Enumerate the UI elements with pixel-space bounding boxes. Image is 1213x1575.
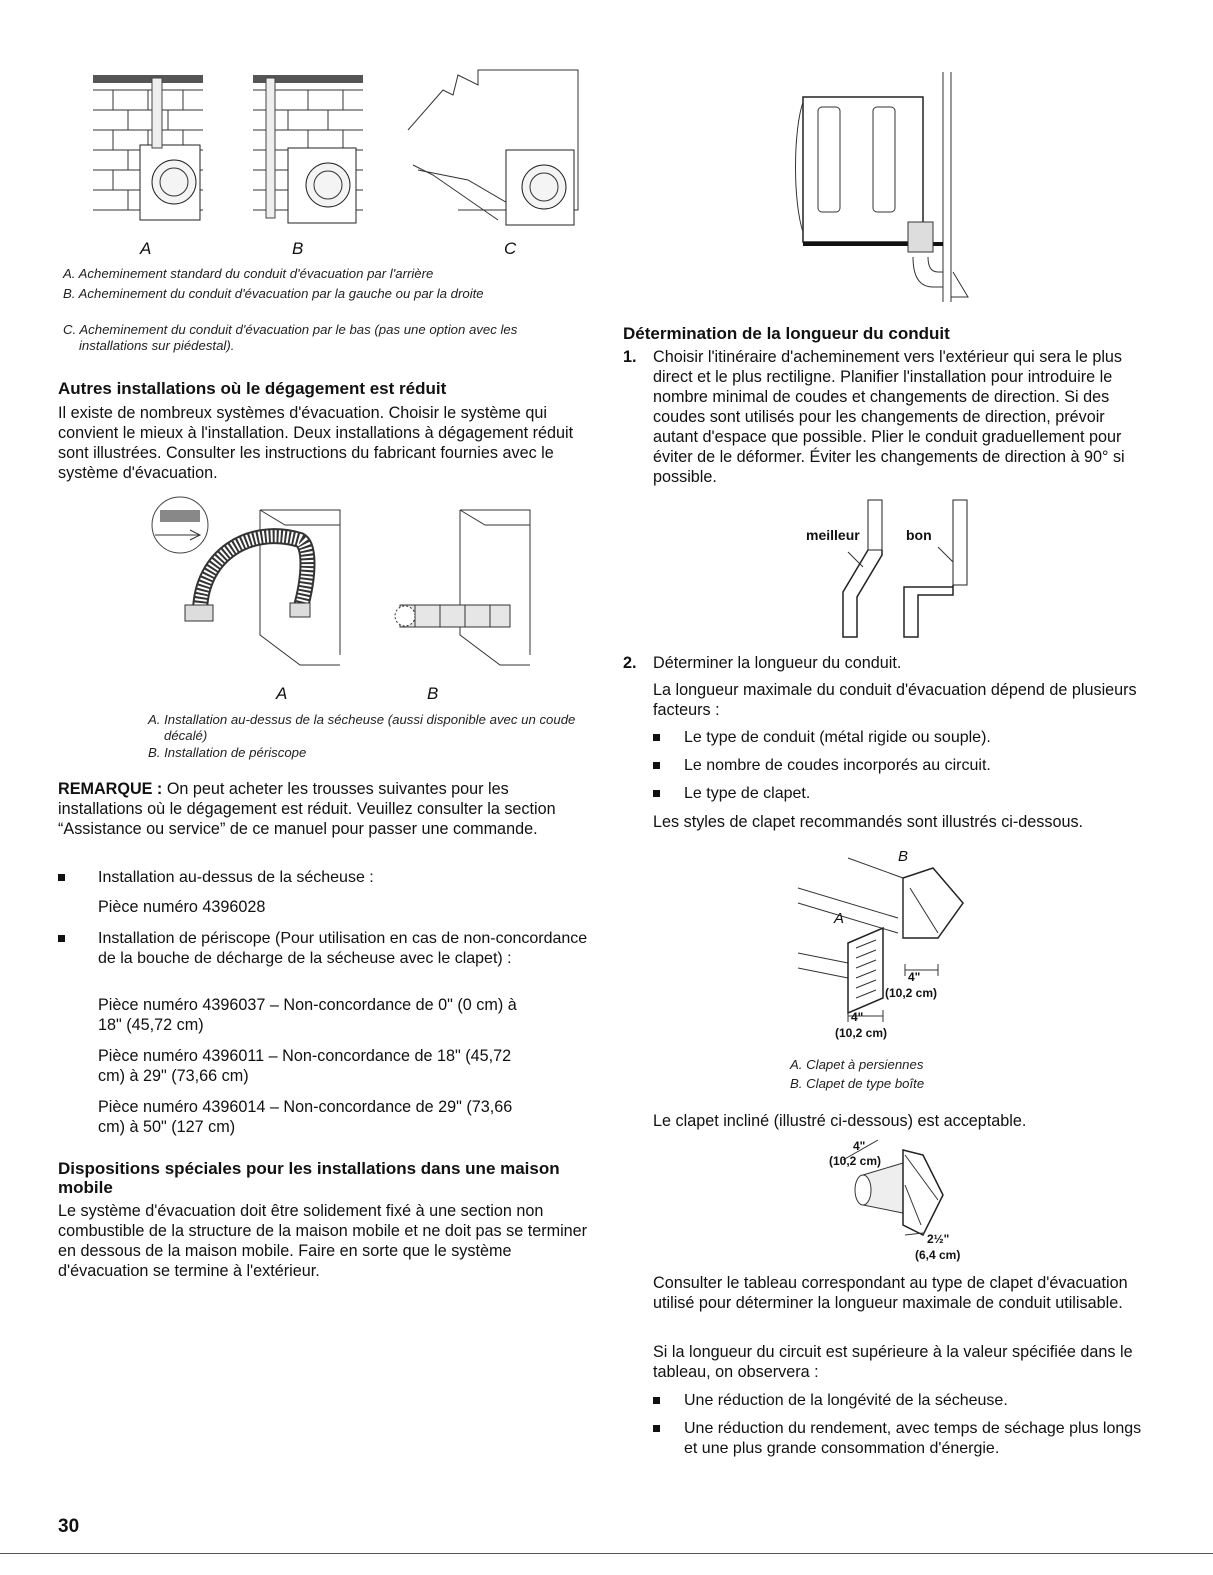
- angled-dim: (6,4 cm): [915, 1248, 961, 1262]
- page-number: 30: [58, 1516, 80, 1537]
- kit-title: Installation de périscope (Pour utilisation en cas de non-concordance de la bouche de décharge de la sécheuse avec le clapet) :: [98, 930, 588, 967]
- angled-dim: (10,2 cm): [829, 1154, 882, 1168]
- figure-caption-b: B. Installation de périscope: [148, 745, 307, 760]
- hood-dim: (10,2 cm): [835, 1026, 888, 1040]
- bullet-icon: [58, 935, 65, 942]
- list-item-text: Le type de conduit (métal rigide ou souple).: [684, 729, 991, 746]
- figure-label-c: C: [504, 239, 517, 258]
- bullet-icon: [653, 790, 660, 797]
- list-item: [58, 929, 594, 969]
- exhaust-hoods-illustration: [788, 848, 998, 1028]
- list-item-text: Le type de clapet.: [684, 785, 811, 802]
- list-item: [653, 1419, 1148, 1459]
- hood-caption-a: A. Clapet à persiennes: [790, 1057, 924, 1072]
- step-text: Choisir l'itinéraire d'acheminement vers l'extérieur qui sera le plus direct et le plus rectiligne. Planifier l'installation pour introduire le nombre minimal de coudes et changements de direction. Si des coudes sont utilisés pour les changements de direction, prévoir autant d'espace que possible. Plier le conduit graduellement pour éviter de le déformer. Éviter les changements de direction à 90° si possible.: [653, 348, 1125, 486]
- remarque-paragraph: [58, 779, 594, 839]
- part-number: Pièce numéro 4396028: [98, 898, 266, 916]
- figure-caption-a: A. Installation au-dessus de la sécheuse (aussi disponible avec un coude décalé): [148, 712, 576, 743]
- consult-paragraph-1: Consulter le tableau correspondant au type de clapet d'évacuation utilisé pour déterminer la longueur maximale de conduit utilisable.: [653, 1274, 1128, 1312]
- figure-label-a: A: [276, 684, 288, 703]
- list-item: [653, 756, 1143, 776]
- step-2: [623, 653, 1143, 673]
- step-number: 2.: [623, 654, 637, 672]
- elbow-label-good: bon: [906, 527, 932, 543]
- styles-text: Les styles de clapet recommandés sont illustrés ci-dessous.: [653, 813, 1084, 831]
- dryer-bottom-exhaust-drawing: [408, 70, 578, 225]
- list-item: [58, 868, 594, 888]
- hood-label-a: A: [834, 910, 845, 927]
- section-body-mobile: Le système d'évacuation doit être solidement fixé à une section non combustible de la structure de la maison mobile et ne doit pas se terminer en dessous de la maison mobile. Faire en sorte que le système d'évacuation se termine à l'extérieur.: [58, 1202, 588, 1280]
- part-number: Pièce numéro 4396014 – Non-concordance de 29" (73,66 cm) à 50" (127 cm): [98, 1098, 513, 1136]
- bullet-icon: [58, 874, 65, 881]
- section-heading-autres: Autres installations où le dégagement est réduit: [58, 379, 447, 398]
- periscope-installation-drawing: [395, 510, 530, 665]
- dryer-side-exhaust-drawing: [253, 75, 363, 223]
- section-heading-mobile: Dispositions spéciales pour les installations dans une maison mobile: [58, 1159, 560, 1197]
- angled-dim: 2½": [927, 1232, 950, 1246]
- step-1: [623, 347, 1143, 487]
- figure-caption-a: A. Acheminement standard du conduit d'évacuation par l'arrière: [63, 266, 434, 281]
- figure-label-b: B: [292, 239, 304, 258]
- dryer-side-exhaust-elbow-illustration: [793, 72, 973, 307]
- angled-dim: 4": [853, 1139, 866, 1153]
- hood-caption-b: B. Clapet de type boîte: [790, 1076, 925, 1091]
- exhaust-routing-illustration: [88, 70, 598, 230]
- hood-label-b: B: [898, 848, 909, 865]
- dryer-rear-exhaust-drawing: [93, 75, 203, 220]
- step-2-body: La longueur maximale du conduit d'évacuation dépend de plusieurs facteurs :: [653, 681, 1137, 719]
- bullet-icon: [653, 1425, 660, 1432]
- list-item: [653, 784, 1143, 804]
- list-item: [653, 1391, 1148, 1411]
- consult-paragraph-2: Si la longueur du circuit est supérieure à la valeur spécifiée dans le tableau, on observera :: [653, 1343, 1133, 1381]
- reduced-clearance-illustration: [140, 495, 540, 675]
- figure-label-b: B: [427, 684, 439, 703]
- over-dryer-installation-drawing: [152, 497, 340, 665]
- part-number: Pièce numéro 4396011 – Non-concordance de 18" (45,72 cm) à 29" (73,66 cm): [98, 1047, 512, 1085]
- figure-label-a: A: [140, 239, 152, 258]
- bullet-icon: [653, 734, 660, 741]
- hood-dim: 4": [851, 1010, 864, 1024]
- angled-hood-text: Le clapet incliné (illustré ci-dessous) est acceptable.: [653, 1112, 1027, 1130]
- footer-rule: [0, 1553, 1213, 1554]
- kit-title: Installation au-dessus de la sécheuse :: [98, 869, 374, 886]
- section-body-autres: Il existe de nombreux systèmes d'évacuation. Choisir le système qui convient le mieux à l'installation. Deux installations à dégagement réduit sont illustrées. Consulter les instructions du fabricant fournies avec le système d'évacuation.: [58, 404, 574, 482]
- figure-caption-b: B. Acheminement du conduit d'évacuation par la gauche ou par la droite: [63, 286, 484, 301]
- list-item-text: Une réduction du rendement, avec temps de séchage plus longs et une plus grande consommation d'énergie.: [684, 1420, 1142, 1457]
- list-item-text: Une réduction de la longévité de la sécheuse.: [684, 1392, 1008, 1409]
- section-heading-longueur: Détermination de la longueur du conduit: [623, 324, 950, 343]
- step-number: 1.: [623, 348, 637, 366]
- list-item-text: Le nombre de coudes incorporés au circuit.: [684, 757, 991, 774]
- list-item: [653, 728, 1143, 748]
- elbow-label-best: meilleur: [806, 527, 860, 543]
- bullet-icon: [653, 762, 660, 769]
- remarque-label: REMARQUE :: [58, 780, 163, 798]
- figure-caption-c: C. Acheminement du conduit d'évacuation par le bas (pas une option avec les installations sur piédestal).: [63, 322, 518, 353]
- elbow-comparison-illustration: [808, 497, 968, 642]
- hood-dim: (10,2 cm): [885, 986, 938, 1000]
- step-text: Déterminer la longueur du conduit.: [653, 654, 902, 672]
- bullet-icon: [653, 1397, 660, 1404]
- remarque-text: On peut acheter les trousses suivantes pour les installations où le dégagement est réduit. Veuillez consulter la section “Assistance ou service” de ce manuel pour passer une commande.: [58, 780, 556, 838]
- part-number: Pièce numéro 4396037 – Non-concordance de 0" (0 cm) à 18" (45,72 cm): [98, 996, 517, 1034]
- hood-dim: 4": [908, 970, 921, 984]
